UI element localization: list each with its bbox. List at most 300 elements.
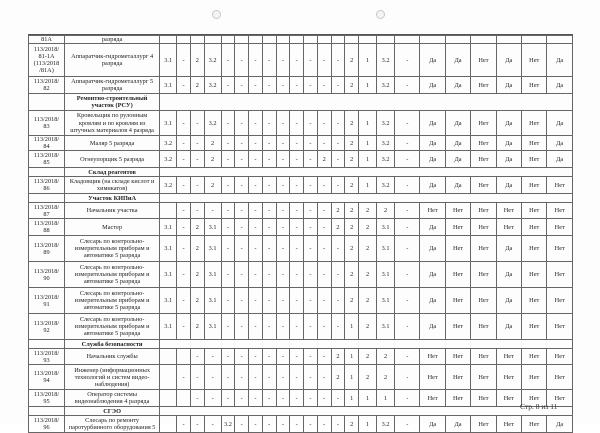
- value-cell: -: [235, 288, 249, 314]
- value-cell: Нет: [445, 203, 470, 219]
- value-cell: Да: [496, 262, 521, 288]
- value-cell: -: [235, 349, 249, 365]
- value-cell: -: [304, 111, 318, 136]
- value-cell: -: [221, 365, 235, 390]
- job-title: разряда: [64, 36, 159, 44]
- value-cell: -: [276, 77, 290, 94]
- value-cell: -: [331, 151, 345, 168]
- value-cell: Да: [496, 111, 521, 136]
- value-cell: Нет: [547, 203, 573, 219]
- value-cell: 2: [190, 314, 204, 340]
- job-title: Мастер: [64, 219, 159, 236]
- value-cell: [160, 365, 177, 390]
- workplace-code: 113/2018/ 83: [29, 111, 65, 136]
- value-cell: [177, 349, 191, 365]
- value-cell: 2: [345, 219, 359, 236]
- value-cell: -: [262, 203, 276, 219]
- section-row: [29, 168, 573, 177]
- value-cell: 3.1: [160, 262, 177, 288]
- table-row: [29, 136, 573, 151]
- value-cell: 2: [190, 236, 204, 262]
- value-cell: 2: [204, 151, 221, 168]
- value-cell: 1: [359, 136, 377, 151]
- value-cell: -: [276, 365, 290, 390]
- value-cell: Нет: [547, 236, 573, 262]
- value-cell: -: [290, 136, 304, 151]
- section-code-cell: [29, 407, 65, 416]
- job-title: Слесарь по контрольно-измерительным приборам и автоматике 5 разряда: [64, 288, 159, 314]
- value-cell: 2: [359, 236, 377, 262]
- value-cell: 3.1: [377, 219, 395, 236]
- value-cell: Да: [445, 111, 470, 136]
- value-cell: -: [395, 219, 420, 236]
- section-code-cell: [29, 194, 65, 203]
- value-cell: Нет: [420, 390, 445, 407]
- workplace-code: 113/2018/ 86: [29, 177, 65, 194]
- value-cell: -: [177, 236, 191, 262]
- value-cell: 2: [331, 365, 345, 390]
- section-code-cell: [29, 94, 65, 111]
- value-cell: Да: [420, 77, 445, 94]
- value-cell: -: [331, 416, 345, 433]
- value-cell: -: [204, 390, 221, 407]
- value-cell: -: [177, 314, 191, 340]
- value-cell: Нет: [522, 349, 547, 365]
- value-cell: -: [317, 203, 331, 219]
- value-cell: -: [221, 236, 235, 262]
- value-cell: [160, 36, 177, 44]
- workplace-code: 113/2018/ 96: [29, 416, 65, 433]
- section-title: Служба безопасности: [64, 340, 159, 349]
- value-cell: -: [317, 77, 331, 94]
- value-cell: [177, 36, 191, 44]
- value-cell: -: [262, 349, 276, 365]
- value-cell: -: [317, 416, 331, 433]
- workplace-code: 113/2018/ 89: [29, 236, 65, 262]
- value-cell: -: [190, 151, 204, 168]
- section-row: [29, 407, 573, 416]
- value-cell: -: [177, 77, 191, 94]
- value-cell: Нет: [445, 288, 470, 314]
- value-cell: Да: [547, 44, 573, 77]
- value-cell: -: [276, 288, 290, 314]
- value-cell: -: [249, 203, 263, 219]
- workplace-code: 113/2018/ 91: [29, 288, 65, 314]
- value-cell: Нет: [471, 44, 496, 77]
- value-cell: -: [262, 219, 276, 236]
- value-cell: -: [395, 262, 420, 288]
- value-cell: 2: [331, 203, 345, 219]
- value-cell: -: [177, 136, 191, 151]
- value-cell: 2: [204, 136, 221, 151]
- value-cell: 2: [345, 288, 359, 314]
- value-cell: Нет: [522, 177, 547, 194]
- value-cell: 1: [345, 314, 359, 340]
- value-cell: -: [304, 416, 318, 433]
- value-cell: Нет: [496, 349, 521, 365]
- value-cell: 3.2: [204, 77, 221, 94]
- value-cell: -: [331, 177, 345, 194]
- value-cell: 3.1: [204, 262, 221, 288]
- workplace-code: 113/2018/ 88: [29, 219, 65, 236]
- value-cell: -: [290, 236, 304, 262]
- value-cell: -: [235, 390, 249, 407]
- value-cell: Да: [496, 77, 521, 94]
- workplace-code: 113/2018/ 82: [29, 77, 65, 94]
- value-cell: 3.1: [204, 219, 221, 236]
- value-cell: -: [317, 262, 331, 288]
- value-cell: -: [235, 44, 249, 77]
- value-cell: 2: [317, 151, 331, 168]
- value-cell: Да: [420, 151, 445, 168]
- value-cell: [420, 36, 445, 44]
- value-cell: -: [290, 416, 304, 433]
- value-cell: -: [395, 203, 420, 219]
- value-cell: 2: [345, 151, 359, 168]
- table-row: [29, 416, 573, 433]
- value-cell: 2: [359, 262, 377, 288]
- value-cell: [235, 36, 249, 44]
- job-title: Начальник участка: [64, 203, 159, 219]
- section-empty-cells: [160, 340, 573, 349]
- value-cell: Нет: [496, 365, 521, 390]
- value-cell: -: [317, 44, 331, 77]
- workplace-code: 81А: [29, 36, 65, 44]
- value-cell: Да: [547, 136, 573, 151]
- value-cell: [177, 390, 191, 407]
- value-cell: 2: [345, 44, 359, 77]
- value-cell: -: [249, 177, 263, 194]
- value-cell: -: [235, 111, 249, 136]
- value-cell: -: [221, 77, 235, 94]
- value-cell: [522, 36, 547, 44]
- value-cell: 3.1: [377, 314, 395, 340]
- value-cell: Нет: [445, 390, 470, 407]
- value-cell: Да: [420, 262, 445, 288]
- value-cell: -: [395, 77, 420, 94]
- job-title: Аппаратчик-гидрометаллург 4 разряда: [64, 44, 159, 77]
- value-cell: Да: [420, 111, 445, 136]
- value-cell: [445, 36, 470, 44]
- value-cell: [496, 36, 521, 44]
- job-title: Слесарь по контрольно-измерительным приборам и автоматике 5 разряда: [64, 314, 159, 340]
- value-cell: 1: [377, 390, 395, 407]
- value-cell: [359, 36, 377, 44]
- value-cell: -: [317, 236, 331, 262]
- value-cell: -: [262, 390, 276, 407]
- value-cell: 1: [345, 349, 359, 365]
- value-cell: 2: [359, 219, 377, 236]
- value-cell: Нет: [522, 111, 547, 136]
- value-cell: -: [331, 136, 345, 151]
- value-cell: -: [235, 151, 249, 168]
- value-cell: Нет: [547, 349, 573, 365]
- value-cell: -: [395, 236, 420, 262]
- value-cell: [317, 36, 331, 44]
- value-cell: 2: [345, 136, 359, 151]
- value-cell: [204, 36, 221, 44]
- value-cell: 1: [359, 44, 377, 77]
- value-cell: -: [317, 136, 331, 151]
- value-cell: -: [290, 365, 304, 390]
- value-cell: -: [276, 151, 290, 168]
- value-cell: 2: [190, 262, 204, 288]
- table-row: [29, 151, 573, 168]
- section-title: Ремонтно-строительный участок (РСУ): [64, 94, 159, 111]
- value-cell: -: [290, 314, 304, 340]
- value-cell: -: [221, 111, 235, 136]
- value-cell: -: [262, 416, 276, 433]
- value-cell: 3.1: [377, 262, 395, 288]
- value-cell: Нет: [547, 314, 573, 340]
- value-cell: 3.2: [377, 77, 395, 94]
- value-cell: Нет: [496, 416, 521, 433]
- value-cell: Да: [420, 136, 445, 151]
- value-cell: -: [276, 177, 290, 194]
- value-cell: -: [262, 111, 276, 136]
- value-cell: -: [262, 236, 276, 262]
- value-cell: -: [177, 262, 191, 288]
- value-cell: -: [304, 136, 318, 151]
- value-cell: -: [331, 111, 345, 136]
- value-cell: 3.2: [377, 44, 395, 77]
- value-cell: Нет: [522, 390, 547, 407]
- value-cell: -: [221, 314, 235, 340]
- binder-hole-right: [376, 10, 385, 19]
- value-cell: -: [290, 77, 304, 94]
- value-cell: 2: [377, 365, 395, 390]
- value-cell: Нет: [420, 365, 445, 390]
- value-cell: 1: [359, 390, 377, 407]
- value-cell: -: [262, 262, 276, 288]
- value-cell: 3.2: [160, 151, 177, 168]
- value-cell: -: [395, 416, 420, 433]
- workplace-code: 113/2018/ 94: [29, 365, 65, 390]
- value-cell: 2: [345, 77, 359, 94]
- section-empty-cells: [160, 194, 573, 203]
- value-cell: [290, 36, 304, 44]
- value-cell: -: [262, 136, 276, 151]
- value-cell: 2: [377, 203, 395, 219]
- value-cell: Нет: [445, 349, 470, 365]
- value-cell: -: [190, 177, 204, 194]
- value-cell: Нет: [522, 288, 547, 314]
- value-cell: -: [395, 111, 420, 136]
- value-cell: 2: [331, 219, 345, 236]
- value-cell: -: [262, 365, 276, 390]
- value-cell: -: [204, 416, 221, 433]
- value-cell: -: [204, 349, 221, 365]
- value-cell: [471, 36, 496, 44]
- value-cell: 2: [190, 288, 204, 314]
- value-cell: -: [317, 365, 331, 390]
- value-cell: 2: [345, 262, 359, 288]
- value-cell: Нет: [522, 136, 547, 151]
- value-cell: 3.1: [160, 44, 177, 77]
- job-title: Кладовщик (на складе кислот и химикатов): [64, 177, 159, 194]
- value-cell: -: [190, 111, 204, 136]
- value-cell: Нет: [522, 314, 547, 340]
- value-cell: Да: [496, 314, 521, 340]
- value-cell: -: [235, 262, 249, 288]
- value-cell: 3.1: [160, 77, 177, 94]
- table-row: [29, 365, 573, 390]
- value-cell: -: [304, 203, 318, 219]
- table-row: [29, 219, 573, 236]
- table-row: [29, 44, 573, 77]
- value-cell: 2: [345, 203, 359, 219]
- value-cell: -: [331, 390, 345, 407]
- binder-hole-left: [212, 10, 221, 19]
- value-cell: -: [331, 288, 345, 314]
- value-cell: Нет: [471, 314, 496, 340]
- table-body: [29, 36, 573, 433]
- value-cell: Да: [445, 177, 470, 194]
- value-cell: -: [317, 219, 331, 236]
- section-row: [29, 94, 573, 111]
- value-cell: Нет: [471, 111, 496, 136]
- table-row: [29, 236, 573, 262]
- table-row: [29, 390, 573, 407]
- workplace-code: 113/2018/ 87: [29, 203, 65, 219]
- value-cell: -: [177, 111, 191, 136]
- value-cell: -: [395, 349, 420, 365]
- value-cell: 2: [345, 416, 359, 433]
- value-cell: -: [235, 219, 249, 236]
- value-cell: -: [249, 288, 263, 314]
- value-cell: -: [317, 314, 331, 340]
- value-cell: -: [235, 177, 249, 194]
- value-cell: -: [249, 44, 263, 77]
- value-cell: -: [290, 44, 304, 77]
- value-cell: 2: [359, 314, 377, 340]
- value-cell: Нет: [471, 136, 496, 151]
- value-cell: -: [304, 288, 318, 314]
- value-cell: -: [395, 136, 420, 151]
- value-cell: -: [262, 151, 276, 168]
- value-cell: -: [304, 44, 318, 77]
- value-cell: -: [331, 44, 345, 77]
- section-empty-cells: [160, 94, 573, 111]
- value-cell: Нет: [547, 262, 573, 288]
- value-cell: 3.1: [204, 288, 221, 314]
- value-cell: Нет: [471, 77, 496, 94]
- value-cell: Нет: [522, 262, 547, 288]
- value-cell: Нет: [547, 219, 573, 236]
- value-cell: -: [290, 151, 304, 168]
- value-cell: -: [304, 219, 318, 236]
- value-cell: Нет: [522, 44, 547, 77]
- value-cell: Нет: [496, 203, 521, 219]
- value-cell: -: [290, 390, 304, 407]
- value-cell: -: [262, 177, 276, 194]
- value-cell: Нет: [471, 203, 496, 219]
- value-cell: -: [331, 236, 345, 262]
- value-cell: -: [276, 416, 290, 433]
- value-cell: -: [235, 136, 249, 151]
- value-cell: -: [190, 416, 204, 433]
- value-cell: 2: [345, 177, 359, 194]
- value-cell: -: [304, 390, 318, 407]
- value-cell: Да: [445, 136, 470, 151]
- value-cell: [331, 36, 345, 44]
- value-cell: -: [221, 151, 235, 168]
- value-cell: -: [177, 44, 191, 77]
- value-cell: Да: [496, 151, 521, 168]
- value-cell: Нет: [471, 365, 496, 390]
- value-cell: 1: [345, 390, 359, 407]
- workplace-code: 113/2018/ 84: [29, 136, 65, 151]
- value-cell: -: [204, 203, 221, 219]
- value-cell: 3.2: [377, 111, 395, 136]
- value-cell: [547, 36, 573, 44]
- table-row: [29, 262, 573, 288]
- value-cell: 3.1: [377, 288, 395, 314]
- value-cell: [160, 416, 177, 433]
- job-title: Кровельщик по рулонным кровлям и по кровлям из штучных материалов 4 разряда: [64, 111, 159, 136]
- value-cell: 1: [359, 177, 377, 194]
- value-cell: [304, 36, 318, 44]
- value-cell: -: [204, 365, 221, 390]
- value-cell: -: [221, 288, 235, 314]
- value-cell: Нет: [471, 416, 496, 433]
- value-cell: -: [304, 151, 318, 168]
- value-cell: -: [290, 349, 304, 365]
- value-cell: Да: [420, 236, 445, 262]
- value-cell: 2: [190, 44, 204, 77]
- value-cell: [249, 36, 263, 44]
- value-cell: -: [276, 111, 290, 136]
- value-cell: -: [395, 151, 420, 168]
- value-cell: 3.1: [160, 111, 177, 136]
- value-cell: 3.2: [377, 136, 395, 151]
- value-cell: 3.1: [160, 288, 177, 314]
- value-cell: -: [235, 416, 249, 433]
- table-row: [29, 349, 573, 365]
- value-cell: 2: [190, 219, 204, 236]
- value-cell: -: [177, 151, 191, 168]
- value-cell: -: [276, 314, 290, 340]
- value-cell: -: [317, 288, 331, 314]
- value-cell: [160, 390, 177, 407]
- value-cell: 3.2: [221, 416, 235, 433]
- value-cell: -: [395, 288, 420, 314]
- value-cell: -: [190, 136, 204, 151]
- value-cell: -: [304, 236, 318, 262]
- value-cell: -: [177, 219, 191, 236]
- value-cell: Да: [420, 177, 445, 194]
- value-cell: -: [395, 365, 420, 390]
- value-cell: -: [235, 365, 249, 390]
- value-cell: 3.2: [204, 44, 221, 77]
- value-cell: -: [276, 236, 290, 262]
- value-cell: -: [276, 44, 290, 77]
- value-cell: -: [317, 111, 331, 136]
- value-cell: -: [249, 314, 263, 340]
- table-row: [29, 36, 573, 44]
- section-title: Участок КИПиА: [64, 194, 159, 203]
- table-row: [29, 111, 573, 136]
- value-cell: 1: [359, 151, 377, 168]
- value-cell: -: [290, 288, 304, 314]
- value-cell: 3.2: [160, 136, 177, 151]
- value-cell: 2: [359, 203, 377, 219]
- value-cell: Да: [547, 111, 573, 136]
- value-cell: -: [290, 219, 304, 236]
- value-cell: Нет: [547, 288, 573, 314]
- value-cell: -: [290, 111, 304, 136]
- value-cell: -: [262, 44, 276, 77]
